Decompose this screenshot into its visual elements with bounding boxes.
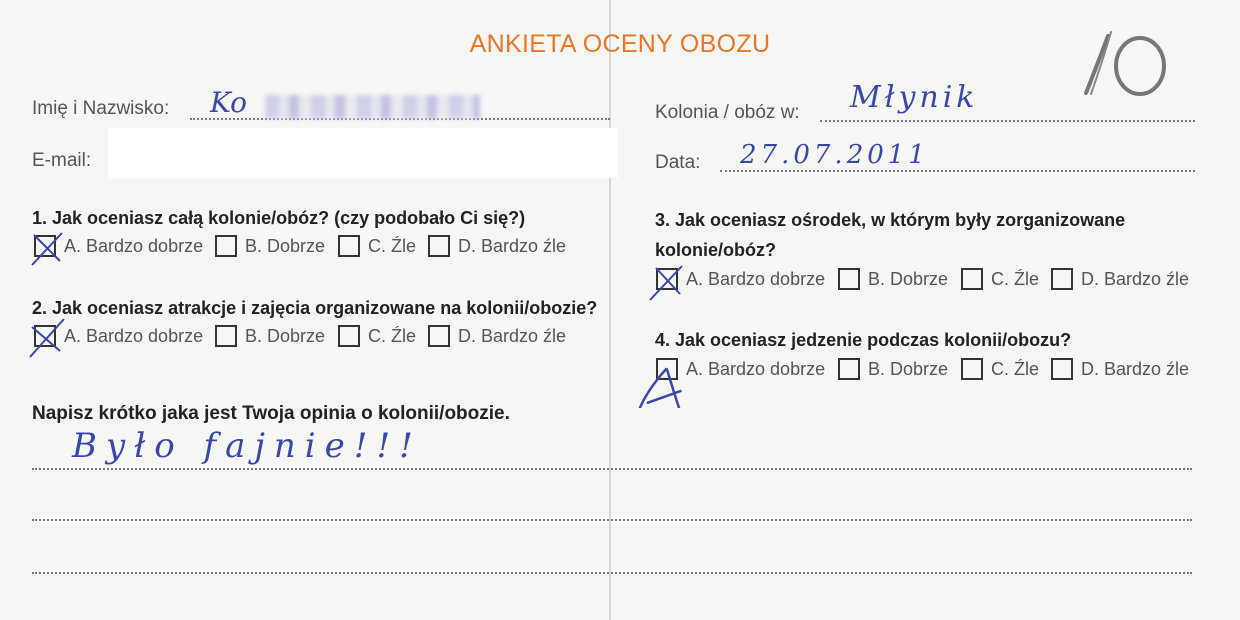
q1-option-b[interactable]: B. Dobrze	[215, 235, 325, 257]
q2-option-b[interactable]: B. Dobrze	[215, 325, 325, 347]
form-title: ANKIETA OCENY OBOZU	[469, 30, 771, 58]
q2-option-d[interactable]: D. Bardzo źle	[428, 325, 566, 347]
checkbox[interactable]	[838, 358, 860, 380]
email-field[interactable]	[108, 128, 618, 178]
checkbox[interactable]	[428, 325, 450, 347]
q4-option-b[interactable]: B. Dobrze	[838, 358, 948, 380]
checkbox[interactable]	[1051, 358, 1073, 380]
checkbox[interactable]	[215, 325, 237, 347]
q4-option-a[interactable]: A. Bardzo dobrze	[656, 358, 825, 380]
email-label: E-mail:	[32, 150, 92, 171]
date-value[interactable]: 27.07.2011	[740, 140, 929, 170]
question-3-line-1: 3. Jak oceniasz ośrodek, w którym były zorganizowane	[655, 210, 1126, 230]
x-mark-icon	[26, 317, 68, 359]
checkbox[interactable]	[215, 235, 237, 257]
name-value[interactable]: Ko	[210, 86, 248, 119]
q3-option-b[interactable]: B. Dobrze	[838, 268, 948, 290]
checkbox[interactable]	[961, 268, 983, 290]
date-line	[720, 170, 1195, 172]
checkbox-checked[interactable]	[34, 235, 56, 257]
checkbox[interactable]	[838, 268, 860, 290]
fold-line	[609, 0, 611, 620]
question-2: 2. Jak oceniasz atrakcje i zajęcia organizowane na kolonii/obozie?	[32, 298, 598, 318]
question-4: 4. Jak oceniasz jedzenie podczas kolonii/obozu?	[655, 330, 1072, 350]
name-redaction	[265, 95, 480, 119]
q4-option-d[interactable]: D. Bardzo źle	[1051, 358, 1189, 380]
question-3-line-2: kolonie/obóz?	[655, 240, 776, 260]
q1-option-d[interactable]: D. Bardzo źle	[428, 235, 566, 257]
q1-option-c[interactable]: C. Źle	[338, 235, 416, 257]
checkbox[interactable]	[428, 235, 450, 257]
camp-value[interactable]: Młynik	[850, 80, 979, 115]
opinion-line-1	[32, 468, 1192, 470]
q3-option-d[interactable]: D. Bardzo źle	[1051, 268, 1189, 290]
score-mark	[1078, 18, 1178, 113]
checkbox[interactable]	[1051, 268, 1073, 290]
x-mark-icon	[26, 227, 68, 269]
q2-option-a[interactable]: A. Bardzo dobrze	[34, 325, 203, 347]
x-mark-icon	[648, 260, 690, 302]
opinion-line-2	[32, 519, 1192, 521]
checkbox-checked[interactable]	[656, 268, 678, 290]
q3-option-a[interactable]: A. Bardzo dobrze	[656, 268, 825, 290]
checkbox[interactable]	[338, 325, 360, 347]
checkbox[interactable]	[961, 358, 983, 380]
camp-label: Kolonia / obóz w:	[655, 102, 800, 123]
q3-option-c[interactable]: C. Źle	[961, 268, 1039, 290]
name-label: Imię i Nazwisko:	[32, 98, 170, 119]
opinion-line-3	[32, 572, 1192, 574]
q4-option-c[interactable]: C. Źle	[961, 358, 1039, 380]
q1-option-a[interactable]: A. Bardzo dobrze	[34, 235, 203, 257]
check-mark-icon	[632, 356, 684, 408]
question-1: 1. Jak oceniasz całą kolonie/obóz? (czy podobało Ci się?)	[32, 208, 526, 228]
date-label: Data:	[655, 152, 701, 173]
checkbox[interactable]	[338, 235, 360, 257]
camp-line	[820, 120, 1195, 122]
checkbox-checked[interactable]	[34, 325, 56, 347]
opinion-value[interactable]: Było fajnie!!!	[72, 426, 422, 466]
q2-option-c[interactable]: C. Źle	[338, 325, 416, 347]
checkbox-checked[interactable]	[656, 358, 678, 380]
opinion-prompt: Napisz krótko jaka jest Twoja opinia o kolonii/obozie.	[32, 403, 510, 424]
